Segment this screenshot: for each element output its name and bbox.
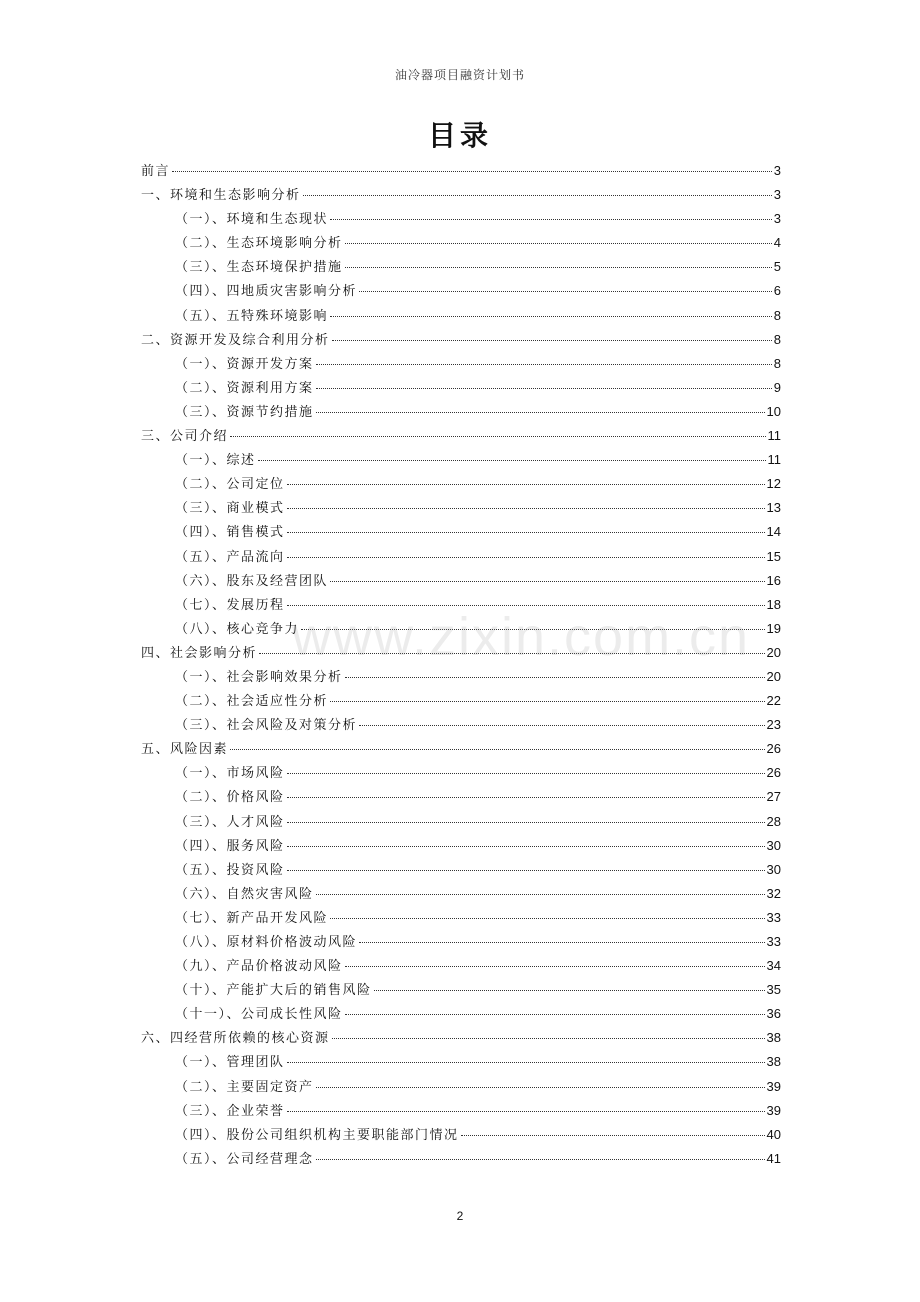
toc-entry-label: （五）、五特殊环境影响	[175, 308, 329, 324]
toc-entry-label: 五、风险因素	[141, 742, 229, 758]
dot-leader	[230, 436, 765, 437]
dot-leader	[287, 797, 765, 798]
toc-entry-label: （十一）、公司成长性风险	[175, 1007, 343, 1023]
dot-leader	[330, 701, 765, 702]
dot-leader	[287, 822, 765, 823]
toc-entry[interactable]	[141, 353, 781, 377]
toc-entry[interactable]	[141, 449, 781, 473]
toc-entry-label: （三）、社会风险及对策分析	[175, 718, 358, 734]
toc-entry-label: （二）、社会适应性分析	[175, 694, 329, 710]
toc-entry-page: 4	[773, 235, 781, 251]
dot-leader	[287, 1062, 765, 1063]
toc-entry-page: 35	[766, 982, 781, 998]
toc-entry-page: 38	[766, 1030, 781, 1046]
dot-leader	[316, 388, 772, 389]
toc-entry-label: 三、公司介绍	[141, 429, 229, 445]
toc-entry-page: 32	[766, 885, 781, 901]
dot-leader	[287, 773, 765, 774]
toc-entry-page: 16	[766, 572, 781, 588]
toc-entry-label: （五）、产品流向	[175, 549, 285, 565]
toc-entry-label: （五）、投资风险	[175, 862, 285, 878]
toc-entry-page: 39	[766, 1102, 781, 1118]
toc-entry[interactable]	[141, 473, 781, 497]
toc-entry[interactable]	[141, 425, 781, 449]
toc-entry-label: （五）、公司经营理念	[175, 1151, 314, 1167]
toc-entry-label: （一）、资源开发方案	[175, 356, 314, 372]
toc-entry[interactable]	[141, 979, 781, 1003]
toc-entry-page: 20	[766, 668, 781, 684]
toc-entry-page: 39	[766, 1078, 781, 1094]
toc-entry[interactable]	[141, 811, 781, 835]
toc-entry[interactable]	[141, 256, 781, 280]
toc-entry-page: 13	[766, 500, 781, 516]
toc-entry[interactable]	[141, 1027, 781, 1051]
toc-entry[interactable]	[141, 570, 781, 594]
toc-entry[interactable]	[141, 955, 781, 979]
toc-entry[interactable]	[141, 497, 781, 521]
toc-entry-label: （三）、商业模式	[175, 501, 285, 517]
dot-leader	[287, 557, 765, 558]
toc-entry[interactable]	[141, 280, 781, 304]
toc-entry-page: 8	[773, 307, 781, 323]
toc-entry-page: 26	[766, 741, 781, 757]
toc-title: 目录	[427, 119, 492, 152]
toc-entry-page: 3	[773, 163, 781, 178]
dot-leader	[316, 1087, 765, 1088]
toc-entry-page: 27	[766, 789, 781, 805]
toc-entry-label: （三）、人才风险	[175, 814, 285, 830]
toc-entry-label: （二）、生态环境影响分析	[175, 236, 343, 252]
dot-leader	[461, 1135, 765, 1136]
page-number: 2	[456, 1209, 464, 1223]
toc-entry-label: （二）、公司定位	[175, 477, 285, 493]
dot-leader	[303, 195, 772, 196]
toc-entry[interactable]	[141, 786, 781, 810]
dot-leader	[172, 171, 772, 172]
toc-entry-page: 19	[766, 620, 781, 636]
toc-entry-page: 20	[766, 644, 781, 660]
toc-entry-page: 41	[766, 1150, 781, 1166]
toc-entry[interactable]	[141, 666, 781, 690]
dot-leader	[330, 219, 772, 220]
toc-entry-label: （二）、资源利用方案	[175, 380, 314, 396]
toc-entry[interactable]	[141, 835, 781, 859]
toc-entry-label: 二、资源开发及综合利用分析	[141, 332, 330, 348]
toc-entry[interactable]	[141, 859, 781, 883]
dot-leader	[345, 966, 765, 967]
dot-leader	[301, 629, 765, 630]
toc-entry-page: 36	[766, 1006, 781, 1022]
toc-entry-label: （二）、价格风险	[175, 790, 285, 806]
dot-leader	[287, 532, 765, 533]
toc-entry[interactable]	[141, 377, 781, 401]
toc-entry-label: （四）、销售模式	[175, 525, 285, 541]
toc-entry-label: （九）、产品价格波动风险	[175, 959, 343, 975]
toc-entry[interactable]	[141, 546, 781, 570]
toc-entry-page: 26	[766, 765, 781, 781]
toc-entry-page: 11	[767, 428, 781, 444]
toc-entry-label: （一）、综述	[175, 453, 256, 469]
toc-entry-label: （二）、主要固定资产	[175, 1079, 314, 1095]
dot-leader	[374, 990, 765, 991]
toc-entry-page: 33	[766, 934, 781, 949]
toc-entry-page: 10	[766, 403, 781, 419]
toc-entry-label: （七）、发展历程	[175, 597, 285, 613]
dot-leader	[287, 605, 765, 606]
toc-entry[interactable]	[141, 690, 781, 714]
toc-entry-page: 11	[767, 452, 781, 468]
toc-entry-page: 3	[773, 211, 781, 227]
toc-entry[interactable]	[141, 1124, 781, 1148]
toc-entry-page: 30	[766, 837, 781, 853]
dot-leader	[330, 581, 765, 582]
toc-entry-page: 8	[773, 355, 781, 371]
toc-entry[interactable]	[141, 329, 781, 353]
toc-entry-label: 一、环境和生态影响分析	[141, 188, 301, 204]
toc-entry-page: 6	[773, 283, 781, 299]
toc-entry[interactable]	[141, 208, 781, 232]
dot-leader	[359, 942, 765, 943]
toc-entry[interactable]	[141, 714, 781, 738]
toc-entry-label: 六、四经营所依赖的核心资源	[141, 1031, 330, 1047]
toc-entry-label: 四、社会影响分析	[141, 645, 258, 661]
toc-entry-label: （六）、自然灾害风险	[175, 886, 314, 902]
toc-entry[interactable]	[141, 184, 781, 208]
toc-entry-page: 28	[766, 813, 781, 829]
toc-entry-label: （一）、环境和生态现状	[175, 212, 329, 228]
toc-entry[interactable]	[141, 521, 781, 545]
dot-leader	[359, 291, 772, 292]
toc-entry-page: 5	[773, 259, 781, 275]
toc-entry[interactable]	[141, 762, 781, 786]
dot-leader	[287, 484, 765, 485]
toc-entry[interactable]	[141, 618, 781, 642]
dot-leader	[258, 460, 766, 461]
toc-entry[interactable]	[141, 931, 781, 955]
dot-leader	[287, 1111, 765, 1112]
toc-entry-page: 23	[766, 717, 781, 733]
toc-entry-page: 30	[766, 861, 781, 877]
toc-entry[interactable]	[141, 1076, 781, 1100]
toc-entry[interactable]	[141, 883, 781, 907]
toc-entry[interactable]	[141, 232, 781, 256]
dot-leader	[287, 846, 765, 847]
table-of-contents	[141, 160, 781, 1172]
toc-entry-label: （十）、产能扩大后的销售风险	[175, 983, 372, 999]
dot-leader	[359, 725, 765, 726]
toc-entry-label: （八）、原材料价格波动风险	[175, 935, 358, 950]
toc-entry[interactable]	[141, 1051, 781, 1075]
toc-entry-page: 12	[766, 476, 781, 492]
toc-entry[interactable]	[141, 1100, 781, 1124]
toc-entry[interactable]	[141, 738, 781, 762]
toc-entry-page: 3	[773, 187, 781, 203]
toc-entry[interactable]	[141, 594, 781, 618]
dot-leader	[345, 243, 772, 244]
toc-entry-label: （一）、社会影响效果分析	[175, 669, 343, 685]
dot-leader	[330, 316, 772, 317]
dot-leader	[316, 1159, 765, 1160]
toc-entry-label: （七）、新产品开发风险	[175, 910, 329, 926]
toc-entry[interactable]	[141, 642, 781, 666]
toc-entry[interactable]	[141, 1003, 781, 1027]
running-header: 油冷器项目融资计划书	[394, 68, 525, 82]
dot-leader	[287, 870, 765, 871]
toc-entry-label: （三）、资源节约措施	[175, 404, 314, 420]
toc-entry-page: 9	[773, 379, 781, 395]
toc-entry-page: 8	[773, 331, 781, 347]
dot-leader	[332, 340, 772, 341]
toc-entry[interactable]	[141, 305, 781, 329]
dot-leader	[345, 267, 772, 268]
toc-entry-label: （四）、四地质灾害影响分析	[175, 284, 358, 300]
toc-entry-label: （六）、股东及经营团队	[175, 573, 329, 589]
dot-leader	[316, 894, 765, 895]
toc-entry-label: （四）、服务风险	[175, 838, 285, 854]
dot-leader	[316, 412, 765, 413]
dot-leader	[332, 1038, 765, 1039]
toc-entry-label: （一）、市场风险	[175, 766, 285, 782]
dot-leader	[259, 653, 765, 654]
toc-entry[interactable]	[141, 160, 781, 184]
toc-entry[interactable]	[141, 401, 781, 425]
watermark: www.zixin.com.cn	[292, 607, 751, 667]
toc-entry-label: 前言	[141, 164, 171, 179]
toc-entry-page: 40	[766, 1126, 781, 1142]
dot-leader	[287, 508, 765, 509]
dot-leader	[230, 749, 765, 750]
toc-entry-label: （一）、管理团队	[175, 1055, 285, 1071]
toc-entry-page: 15	[766, 548, 781, 564]
toc-entry-page: 22	[766, 693, 781, 709]
toc-entry[interactable]	[141, 1148, 781, 1172]
toc-entry-page: 18	[766, 596, 781, 612]
dot-leader	[345, 677, 765, 678]
dot-leader	[345, 1014, 765, 1015]
dot-leader	[316, 364, 772, 365]
toc-entry-label: （八）、核心竞争力	[175, 621, 300, 637]
toc-entry-page: 38	[766, 1054, 781, 1070]
toc-entry-label: （三）、企业荣誉	[175, 1103, 285, 1119]
toc-entry-page: 14	[766, 524, 781, 540]
toc-entry-page: 33	[766, 909, 781, 925]
toc-entry-label: （四）、股份公司组织机构主要职能部门情况	[175, 1127, 459, 1143]
toc-entry[interactable]	[141, 907, 781, 931]
toc-entry-label: （三）、生态环境保护措施	[175, 260, 343, 276]
dot-leader	[330, 918, 765, 919]
toc-entry-page: 34	[766, 958, 781, 974]
